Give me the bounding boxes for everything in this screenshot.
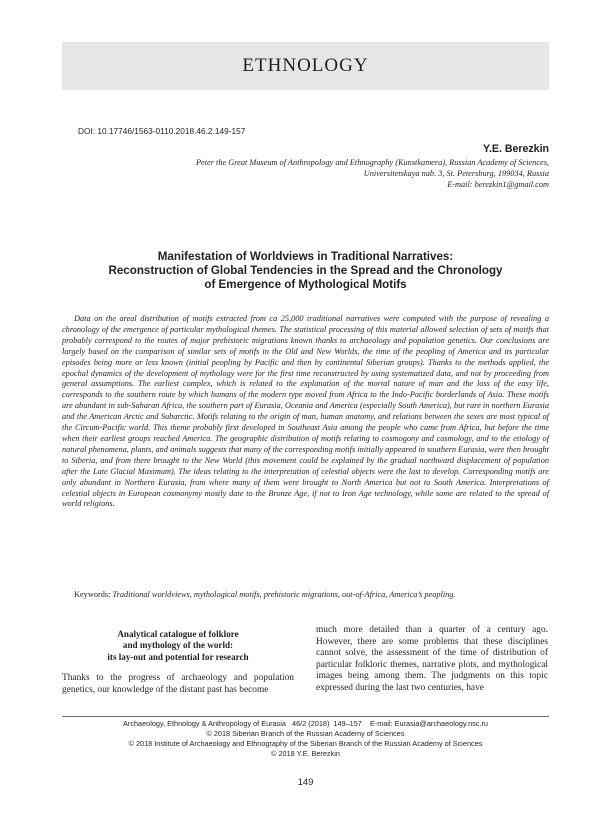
right-paragraph: much more detailed than a quarter of a century ago. However, there are some problems that these disciplines cannot solve, the assessment of the time of distribution of particular folkloric themes, narrative plots, and mythological images being among them. The judgments on this topic expressed during the last two centuries, have: [316, 625, 548, 693]
author-email: E-mail: berezkin1@gmail.com: [447, 179, 549, 189]
keywords: [62, 590, 549, 599]
title-line-1: Manifestation of Worldviews in Traditional Narratives:: [157, 250, 454, 263]
footer-copyright-2: © 2018 Institute of Archaeology and Ethnography of the Siberian Branch of the Russian Academy of Sciences: [128, 739, 483, 748]
footer-divider: [62, 716, 549, 717]
section-heading-line-1: Analytical catalogue of folklore: [117, 629, 239, 639]
author-name: Y.E. Berezkin: [483, 143, 549, 155]
doi: DOI: 10.17746/1563-0110.2018.46.2.149-157: [78, 126, 246, 136]
section-heading-line-3: its lay-out and potential for research: [107, 651, 249, 662]
footer-journal-line: Archaeology, Ethnology & Anthropology of Eurasia 46/2 (2018) 149–157 E-mail: Eurasia@archaeology.nsc.ru: [123, 719, 488, 728]
article-title: [62, 250, 549, 292]
keywords-text: Traditional worldviews, mythological motifs, prehistoric migrations, out-of-Africa, America’s peopling.: [112, 590, 456, 599]
footer: [62, 719, 549, 759]
abstract: Data on the areal distribution of motifs extracted from ca 25,000 traditional narratives were computed with the purpose of revealing a chronology of the emergence of particular mythological themes. The statistical processing of this material allowed selection of sets of motifs that probably correspond to the routes of major prehistoric migrations known thanks to archaeology and population genetics. Our conclusions are largely based on the comparison of similar sets of motifs in the Old and New Worlds, the time of the peopling of America and its particular episodes being more or less known (initial peopling by Pacific and then by continental Siberian groups). Thanks to the methods applied, the epochal dynamics of the development of mythology were for the first time reconstructed by using systematized data, and not by proceeding from general assumptions. The earliest complex, which is related to the explanation of the mortal nature of man and the loss of the easy life, corresponds to the southern route by which humans of the modern type moved from Africa to the Indo-Pacific borderlands of Asia. These motifs are abundant in sub-Saharan Africa, the southern part of Eurasia, Oceania and America (especially South America), but rare in northern Eurasia and the American Arctic and Subarctic. Motifs relating to the origin of man, human anatomy, and relations between the sexes are most typical of the Circum-Pacific world. This theme probably first developed in Southeast Asia among the people who came from Africa, but before the time when their earliest groups reached America. The geographic distribution of motifs relating to cosmogony and cosmology, and to the etiology of natural phenomena, plants, and animals suggests that many of the corresponding motifs initially appeared in southern Eurasia, were then brought to Siberia, and from there brought to the New World (this movement could be explained by the gradual northward displacement of population after the Late Glacial Maximum). The ideas relating to the interpretation of celestial objects were the last to develop. Corresponding motifs are only abundant in Northern Eurasia, from where many of them were brought to North America but not to South America. Interpretations of celestial objects in European cosmonymy mostly date to the Bronze Age, if not to Iron Age technology, while some are related to the spread of world religions.: [62, 314, 549, 509]
footer-copyright-3: © 2018 Y.E. Berezkin: [271, 749, 340, 758]
section-heading: [62, 629, 294, 663]
title-line-3: of Emergence of Mythological Motifs: [204, 278, 407, 291]
left-column: [62, 625, 294, 696]
affiliation-line-2: Universitetskaya nab. 3, St. Petersburg, 199034, Russia: [363, 168, 549, 178]
affiliation-line-1: Peter the Great Museum of Anthropology and Ethnography (Kunstkamera), Russian Academy of Sciences,: [195, 158, 549, 167]
page-number: 149: [297, 777, 314, 788]
author-affiliation: [119, 158, 549, 190]
keywords-label: Keywords:: [74, 590, 111, 599]
title-line-2: Reconstruction of Global Tendencies in the Spread and the Chronology: [108, 264, 503, 277]
section-banner: [62, 42, 549, 90]
footer-copyright-1: © 2018 Siberian Branch of the Russian Academy of Sciences: [206, 729, 405, 738]
right-column: [316, 625, 548, 695]
left-paragraph: Thanks to the progress of archaeology and population genetics, our knowledge of the distant past has become: [62, 673, 294, 695]
section-heading-line-2: and mythology of the world:: [122, 640, 234, 651]
section-title: ETHNOLOGY: [242, 55, 369, 76]
